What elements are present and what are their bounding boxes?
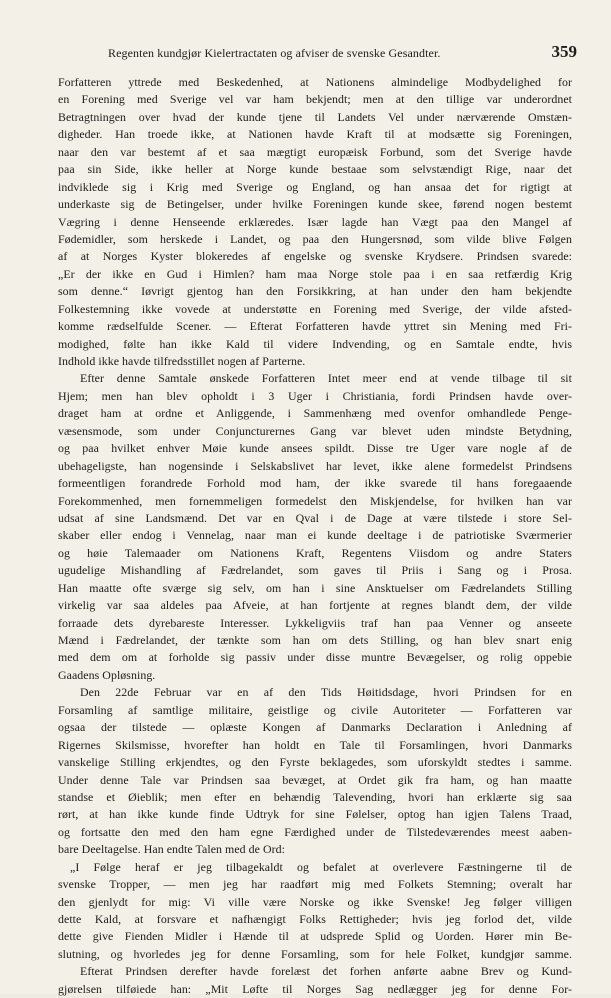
text-line: skaber eller endog i Vennelag, naar man ei kunde deeltage i de patriotiske Sværmerier [58, 528, 572, 543]
text-line: ubehageligste, han nogensinde i Selskabslivet har levet, ikke alene formedelst Prindsens [58, 458, 572, 473]
text-line: „Er der ikke en Gud i Himlen? ham maa Norge stole paa i en saa retfærdig Krig [58, 266, 572, 281]
text-line: bare Deeltagelse. Han endte Talen med de Ord: [58, 842, 286, 857]
text-line: Han maatte ofte sværge sig selv, om han i sine Ansktuelser om Fædrelandets Stilling [58, 580, 572, 595]
text-line: Betragtningen over hvad der kunde tjene til Landets Vel under nærværende Omstæn- [58, 109, 572, 124]
text-line: vanskelige Stilling erkjendtes, og den Fyrste beklagedes, som uforskyldt stedtes i samme. [58, 755, 572, 770]
text-line: Forsamling af samtlige militaire, geistlige og civile Autoriteter — Forfatteren var [58, 702, 572, 717]
text-line: væsensmode, som under Conjuncturernes Gang var blevet uden mindste Betydning, [58, 423, 572, 438]
running-head: Regenten kundgjør Kielertractaten og afviser de svenske Gesandter. [108, 46, 441, 60]
text-line: Folkestemning ikke vovede at understøtte en Forening med Sverige, der vilde afsted- [58, 301, 572, 316]
text-line: Indhold ikke havde tilfredsstillet nogen af Parterne. [58, 354, 306, 368]
text-line: Under denne Tale var Prindsen saa bevæget, at Ordet gik fra ham, og han maatte [58, 772, 572, 787]
text-line: Forfatteren yttrede med Beskedenhed, at Nationens almindelige Modbydelighed for [58, 75, 572, 89]
text-line: Fødemidler, som herskede i Landet, og paa den Hungersnød, som vilde blive Følgen [58, 231, 572, 246]
text-line: en Forening med Sverige vel var ham bekjendt; men at den tillige var underordnet [58, 92, 572, 107]
text-line: Forekommenhed, men fornemmeligen formedelst den Miskjendelse, for hvilken han var [58, 493, 572, 508]
text-line: slutning, og hvorledes jeg for denne Forsamling, som for hele Folket, kundgjør samme. [58, 946, 572, 961]
text-line: forraade dets dyrebareste Interesser. Lykkeligviis traf han paa Venner og anseete [58, 615, 572, 630]
text-line: den gjenlydt for mig: Vi ville være Norske og ikke Svenske! Jeg følger villigen [58, 894, 572, 909]
text-line: og fortsatte den med den ham egne Færdighed under de Tilstedeværendes meest aaben- [58, 824, 572, 839]
text-line: paa sin Side, ikke heller at Norge kunde bestaae som selvstændigt Rige, naar det [58, 162, 572, 177]
text-line: rørt, at han ikke kunde finde Udtryk for sine Følelser, optog han igjen Talens Traad, [58, 807, 572, 822]
text-line: draget ham at ordne et Anliggende, i Sammenhæng med ovenfor omhandlede Penge- [58, 406, 572, 421]
text-line: Rigernes Skilsmisse, hvorefter han holdt en Tale til Forsamlingen, hvori Danmarks [58, 737, 572, 752]
text-line: underkaste sig de Betingelser, under hvilke Foreningen kunde skee, førend nogen bestemt [58, 197, 572, 212]
text-line: indviklede sig i Krig med Sverige og England, og han ansaa det for rigtigt at [58, 179, 572, 194]
body-text [58, 74, 572, 998]
text-line: naar den var bestemt af et saa mægtigt europæisk Forbund, som det Sverige havde [58, 144, 572, 159]
text-line: Efterat Prindsen derefter havde forelæst det forhen anførte aabne Brev og Kund- [80, 964, 572, 979]
text-line: dette give Fienden Midler i Hænde til at udsprede Splid og Uorden. Hører min Be- [58, 929, 572, 944]
text-line: svenske Tropper, — men jeg har raadført mig med Folkets Stemning; overalt har [58, 877, 572, 892]
text-line: modighed, følte han ikke Kald til videre Indvending, og en Samtale endte, hvis [58, 336, 572, 351]
text-line: „I Følge heraf er jeg tilbagekaldt og befalet at overlevere Fæstningerne til de [70, 859, 572, 874]
text-line: ogsaa der tilstede — oplæste Kongen af Danmarks Declaration i Anledning af [58, 720, 572, 735]
text-line: gjørelsen tilføiede han: „Mit Løfte til Norges Sag nedlægger jeg for denne For- [58, 981, 572, 996]
text-line: Hjem; men han blev opholdt i 3 Uger i Christiania, fordi Prindsen havde over- [58, 388, 572, 403]
text-line: og paa hvilket enhver Møie kunde ansees spildt. Disse tre Uger vare nogle af de [58, 441, 572, 456]
text-line: komme rædselfulde Scener. — Efterat Forfatteren havde yttret sin Mening med Fri- [58, 319, 572, 334]
text-line: udsat af sine Landsmænd. Det var en Qval i de Dage at være tilstede i store Sel- [58, 510, 572, 525]
text-line: og høie Talemaader om Nationens Kraft, Regentens Viisdom og andre Staters [58, 545, 572, 560]
text-line: Vægring i denne Henseende erklæredes. Især lagde han Vægt paa den Mangel af [58, 214, 572, 229]
text-line: standse et Øieblik; men efter en behændig Talevending, hvori han erklærte sig saa [58, 789, 572, 804]
text-line: Den 22de Februar var en af den Tids Høitidsdage, hvori Prindsen for en [80, 685, 572, 700]
text-line: dette Kald, at forsvare et nafhængigt Folks Rettigheder; hvis jeg forlod det, vilde [58, 912, 572, 926]
text-line: digheder. Han troede ikke, at Nationen havde Kraft til at modsætte sig Foreningen, [58, 127, 572, 142]
text-line: formeentligen forandrede Forhold mod ham, der ikke svarede til hans foregaaende [58, 476, 572, 491]
page-number: 359 [551, 42, 577, 61]
text-line: af at Norges Kyster blokeredes af engelske og svenske Krydsere. Prindsen svarede: [58, 249, 572, 264]
text-line: med dem om at forholde sig passiv under disse muntre Bevægelser, og rolig oppebie [58, 650, 572, 665]
text-line: ugudelige Mishandling af Fædrelandet, som gaves til Priis i Sang og i Prosa. [58, 563, 572, 578]
text-line: som denne.“ Iøvrigt gjentog han den Forsikkring, at han under den ham bekjendte [58, 284, 572, 299]
text-line: Efter denne Samtale ønskede Forfatteren Intet meer end at vende tilbage til sit [80, 371, 572, 386]
text-line: Mænd i Fædrelandet, der tænkte som han om dets Stilling, og han blev snart enig [58, 633, 572, 647]
text-line: Gaadens Opløsning. [58, 667, 156, 682]
text-line: virkelig var saa aldeles paa Afveie, at han fortjente at regnes blandt dem, der vilde [58, 598, 572, 613]
page-header [60, 42, 577, 64]
